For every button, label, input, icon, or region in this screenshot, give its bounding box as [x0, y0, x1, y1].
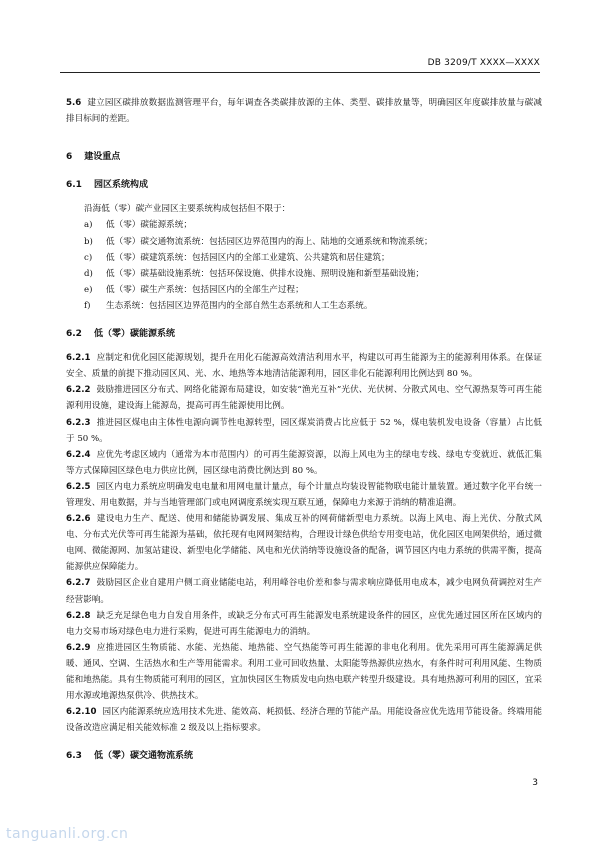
list-text: 低（零）碳建筑系统：包括园区内的全部工业建筑、公共建筑和居住建筑； — [106, 252, 390, 263]
list-text: 低（零）碳基础设施系统：包括环保设施、供排水设施、照明设施和新型基础设施； — [106, 268, 424, 279]
clause-number: 6.2.7 — [66, 578, 91, 589]
list-item — [84, 282, 542, 298]
clause-text: 鼓励推进园区分布式、网络化能源布局建设，如安装“渔光互补”光伏、光伏树、分散式风电、空气源热泵等可再生能源利用设施，建设海上能源岛，提高可再生能源使用比例。 — [66, 385, 542, 412]
list-item — [84, 217, 542, 233]
section-6-1-heading — [66, 177, 542, 193]
list-text: 生态系统：包括园区边界范围内的全部自然生态系统和人工生态系统。 — [106, 300, 373, 311]
clause-6-2-4 — [66, 447, 542, 479]
section-number: 6.2 — [66, 329, 82, 340]
clause-5-6 — [66, 95, 542, 127]
list-label: d) — [84, 268, 93, 279]
clause-text: 园区内能源系统应选用技术先进、能效高、耗损低、经济合理的节能产品。用能设备应优先选用节能设备。终端用能设备改造应满足相关能效标准 2 级及以上指标要求。 — [66, 707, 542, 734]
clause-text: 建立园区碳排放数据监测管理平台，每年调查各类碳排放源的主体、类型、碳排放量等，明确园区年度碳排放量与碳减排目标间的差距。 — [66, 98, 542, 125]
clause-text: 推进园区煤电由主体性电源向调节性电源转型，园区煤炭消费占比应低于 52 %，煤电装机发电设备（容量）占比低于 50 %。 — [66, 417, 542, 444]
section-number: 6 — [66, 152, 73, 163]
clause-number: 6.2.2 — [66, 385, 91, 396]
section-6-1-intro: 沿海低（零）碳产业园区主要系统构成包括但不限于： — [84, 204, 291, 215]
list-label: b) — [84, 236, 93, 247]
list-label: a) — [84, 220, 93, 231]
clause-6-2-5 — [66, 479, 542, 511]
site-watermark: tanguanli.org.cn — [6, 826, 129, 842]
clause-6-2-9 — [66, 640, 542, 704]
clause-6-2-10 — [66, 704, 542, 736]
clause-text: 缺乏充足绿色电力自发自用条件，或缺乏分布式可再生能源发电系统建设条件的园区，应优先通过园区所在区域内的电力交易市场对绿色电力进行采购，促进可再生能源电力的消纳。 — [66, 610, 542, 637]
list-item — [84, 234, 542, 250]
list-text: 低（零）碳交通物流系统：包括园区边界范围内的海上、陆地的交通系统和物流系统； — [106, 236, 433, 247]
clause-6-2-2 — [66, 382, 542, 414]
clause-number: 5.6 — [66, 98, 82, 108]
clause-6-2-7 — [66, 575, 542, 607]
header-divider — [60, 72, 540, 73]
clause-text: 鼓励园区企业自建用户侧工商业储能电站，利用峰谷电价差和参与需求响应降低用电成本，减少电网负荷调控对生产经营影响。 — [66, 578, 542, 605]
clause-number: 6.2.9 — [66, 642, 91, 653]
list-item — [84, 266, 542, 282]
clause-6-2-8 — [66, 608, 542, 640]
section-title: 低（零）碳能源系统 — [93, 329, 175, 340]
clause-number: 6.2.5 — [66, 481, 91, 492]
clause-text: 应推进园区生物质能、水能、光热能、地热能、空气热能等可再生能源的非电化利用。优先采用可再生能源满足供暖、通风、空调、生活热水和生产等用能需求。利用工业可回收热量、太阳能等热源供应热水，有条件时可利用风能、生物质能和地热能。具有生物质能可利用的园区，宜加快园区生物质发电向热电联产转型升级建设。具有地热源可利用的园区，宜采用水源或地源热泵供冷、供热技术。 — [66, 642, 542, 702]
document-body — [66, 95, 542, 772]
list-label: e) — [84, 284, 93, 295]
list-item — [84, 250, 542, 266]
clause-number: 6.2.6 — [66, 514, 91, 525]
section-title: 园区系统构成 — [93, 180, 148, 191]
clause-number: 6.2.1 — [66, 353, 91, 364]
clause-6-2-3 — [66, 415, 542, 447]
list-label: f) — [84, 300, 91, 311]
section-title: 低（零）碳交通物流系统 — [93, 751, 193, 762]
clause-number: 6.2.3 — [66, 417, 91, 428]
clause-text: 应优先考虑区域内（通常为本市范围内）的可再生能源资源，以海上风电为主的绿电专线、绿电专变就近、就低汇集等方式保障园区绿色电力供应比例，园区绿电消费比例达到 80 %。 — [66, 449, 542, 476]
clause-number: 6.2.4 — [66, 449, 91, 460]
section-6-heading — [66, 149, 542, 165]
clause-number: 6.2.10 — [66, 707, 97, 718]
section-title: 建设重点 — [84, 152, 121, 163]
clause-text: 应制定和优化园区能源规划，提升在用化石能源高效清洁利用水平，构建以可再生能源为主的能源利用体系。在保证安全、质量的前提下推动园区风、光、水、地热等本地清洁能源利用，园区非化石能源利用比例达到 80 %。 — [66, 353, 542, 380]
section-6-2-heading — [66, 326, 542, 342]
section-6-3-heading — [66, 748, 542, 764]
list-label: c) — [84, 252, 93, 263]
clause-text: 建设电力生产、配送、使用和储能协调发展、集成互补的网荷储新型电力系统。以海上风电、海上光伏、分散式风电、分布式光伏等可再生能源为基础，依托现有电网网架结构，合理设计绿色供给专用变电站，优化园区电网架供给，通过微电网、微能源网、加氢站建设、新型电化学储能、风电和光伏消纳等设施设备的配备，调节园区内电力系统的供需平衡，提高能源供应保障能力。 — [66, 514, 542, 573]
standard-code: DB 3209/T XXXX—XXXX — [427, 58, 540, 68]
page-number: 3 — [532, 778, 538, 788]
clause-text: 园区内电力系统应明确发电电量和用网电量计量点，每个计量点均装设智能物联电能计量装置。通过数字化平台统一管理发、用电数据，并与当地管理部门或电网调度系统实现互联互通，保障电力来源于消纳的精准追溯。 — [66, 481, 542, 508]
list-item — [84, 298, 542, 314]
list-text: 低（零）碳能源系统； — [106, 220, 192, 231]
clause-6-2-1 — [66, 350, 542, 382]
list-text: 低（零）碳生产系统：包括园区内的全部生产过程； — [106, 284, 304, 295]
section-number: 6.1 — [66, 180, 82, 191]
clause-number: 6.2.8 — [66, 610, 91, 621]
section-number: 6.3 — [66, 751, 82, 762]
clause-6-2-6 — [66, 511, 542, 575]
